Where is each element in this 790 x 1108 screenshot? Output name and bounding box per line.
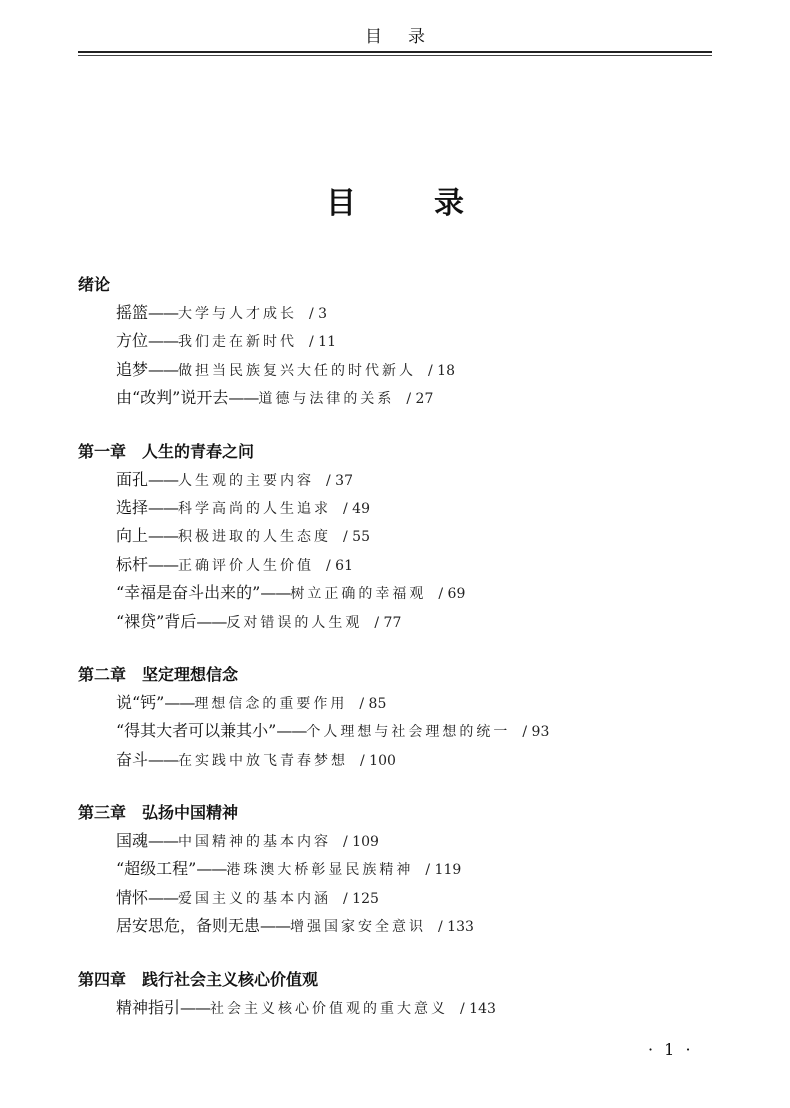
entry-subtitle: 社会主义核心价值观的重大意义: [210, 1000, 449, 1017]
entry-subtitle: 增强国家安全意识: [290, 919, 427, 936]
entry-subtitle: 做担当民族复兴大任的时代新人: [178, 362, 417, 379]
toc-entry[interactable]: [78, 608, 718, 636]
entry-dash: ——: [260, 583, 291, 603]
entry-topic: 居安思危，备则无患: [116, 916, 261, 936]
entry-page-number: / 125: [343, 890, 379, 907]
entry-page-number: / 69: [438, 586, 466, 603]
chapter-heading[interactable]: 第三章 弘扬中国精神: [78, 803, 239, 823]
entry-dash: ——: [148, 359, 179, 379]
entry-page-number: / 49: [343, 500, 370, 517]
toc-entry[interactable]: [78, 494, 718, 522]
entry-topic: 标杆: [116, 554, 149, 574]
entry-subtitle: 港珠澳大桥彰显民族精神: [226, 862, 414, 879]
running-header-title: 目录: [365, 27, 451, 47]
entry-dash: ——: [148, 469, 179, 489]
entry-topic: 追梦: [116, 359, 149, 379]
entry-page-number: / 109: [343, 834, 379, 851]
entry-topic: “超级工程”: [116, 859, 197, 879]
entry-subtitle: 科学高尚的人生追求: [178, 500, 332, 517]
toc-entry[interactable]: [78, 827, 718, 855]
entry-topic: 国魂: [116, 831, 149, 851]
entry-dash: ——: [260, 916, 291, 936]
toc-entry[interactable]: [78, 912, 718, 940]
entry-subtitle: 道德与法律的关系: [258, 391, 395, 408]
toc-section: [78, 799, 718, 941]
entry-dash: ——: [148, 497, 179, 517]
entry-page-number: / 85: [359, 695, 387, 712]
entry-page-number: / 27: [406, 391, 434, 408]
toc-entry[interactable]: [78, 522, 718, 550]
entry-topic: 方位: [116, 331, 149, 351]
toc-entry[interactable]: [78, 855, 718, 883]
entry-page-number: / 77: [374, 614, 402, 631]
toc-section: [78, 438, 718, 636]
entry-page-number: / 119: [425, 862, 462, 879]
toc-entry[interactable]: [78, 466, 718, 494]
toc-entry[interactable]: [78, 384, 718, 412]
entry-topic: 向上: [116, 526, 149, 546]
entry-dash: ——: [276, 721, 307, 741]
entry-topic: 摇篮: [116, 303, 149, 322]
entry-page-number: / 93: [522, 724, 550, 741]
entry-subtitle: 理想信念的重要作用: [194, 695, 348, 712]
entry-subtitle: 积极进取的人生态度: [178, 529, 332, 546]
entry-page-number: / 55: [343, 529, 370, 546]
chapter-heading[interactable]: 第四章 践行社会主义核心价值观: [78, 969, 319, 989]
entry-dash: ——: [148, 831, 179, 851]
entry-subtitle: 人生观的主要内容: [178, 472, 315, 489]
entry-dash: ——: [228, 388, 259, 408]
entry-page-number: / 61: [326, 557, 353, 574]
entry-page-number: / 133: [438, 919, 474, 936]
toc-entry[interactable]: [78, 884, 718, 912]
entry-dash: ——: [196, 611, 227, 631]
entry-page-number: / 11: [309, 334, 336, 351]
entry-topic: “裸贷”背后: [116, 611, 197, 631]
entry-dash: ——: [148, 749, 179, 769]
entry-dash: ——: [148, 887, 179, 907]
entry-topic: 面孔: [116, 469, 149, 489]
entry-subtitle: 反对错误的人生观: [226, 614, 363, 631]
entry-subtitle: 大学与人才成长: [178, 306, 298, 322]
toc-entry[interactable]: [78, 551, 718, 579]
toc-entry[interactable]: [78, 717, 718, 745]
toc-entry[interactable]: [78, 689, 718, 717]
entry-subtitle: 爱国主义的基本内涵: [178, 890, 332, 907]
toc-section: [78, 661, 718, 774]
entry-topic: 精神指引: [116, 997, 181, 1017]
entry-page-number: / 3: [309, 306, 328, 322]
entry-topic: 奋斗: [116, 749, 149, 769]
toc-section: [78, 966, 718, 1022]
chapter-heading[interactable]: 第二章 坚定理想信念: [78, 664, 239, 684]
toc-entry[interactable]: [78, 579, 718, 607]
entry-subtitle: 中国精神的基本内容: [178, 834, 332, 851]
entry-subtitle: 树立正确的幸福观: [290, 586, 427, 603]
header-rule-thin: [78, 55, 712, 56]
entry-dash: ——: [148, 303, 179, 322]
toc-entry[interactable]: [78, 299, 718, 327]
page-title: 目录: [326, 186, 542, 221]
entry-dash: ——: [148, 331, 179, 351]
entry-page-number: / 143: [460, 1000, 496, 1017]
toc-entry[interactable]: [78, 994, 718, 1022]
toc-entry[interactable]: [78, 356, 718, 384]
toc-entry[interactable]: [78, 327, 718, 355]
entry-subtitle: 正确评价人生价值: [178, 557, 315, 574]
header-rule-thick: [78, 51, 712, 53]
entry-subtitle: 我们走在新时代: [178, 334, 298, 351]
table-of-contents: [78, 271, 718, 1047]
entry-topic: 说“钙”: [116, 692, 165, 712]
page-number: · 1 ·: [648, 1040, 694, 1059]
entry-topic: 选择: [116, 497, 149, 517]
chapter-heading[interactable]: 绪论: [78, 275, 111, 294]
entry-dash: ——: [164, 692, 195, 712]
entry-topic: “得其大者可以兼其小”: [116, 721, 277, 741]
entry-dash: ——: [196, 859, 227, 879]
entry-page-number: / 37: [326, 472, 353, 489]
chapter-heading[interactable]: 第一章 人生的青春之问: [78, 441, 255, 461]
entry-topic: 情怀: [116, 887, 149, 907]
entry-topic: 由“改判”说开去: [116, 388, 229, 408]
entry-dash: ——: [148, 526, 179, 546]
entry-subtitle: 个人理想与社会理想的统一: [306, 724, 511, 741]
entry-page-number: / 100: [360, 752, 396, 769]
entry-topic: “幸福是奋斗出来的”: [116, 583, 261, 603]
toc-section: [78, 271, 718, 413]
entry-subtitle: 在实践中放飞青春梦想: [178, 752, 349, 769]
entry-dash: ——: [148, 554, 179, 574]
entry-page-number: / 18: [428, 362, 455, 379]
entry-dash: ——: [180, 997, 211, 1017]
toc-entry[interactable]: [78, 746, 718, 774]
